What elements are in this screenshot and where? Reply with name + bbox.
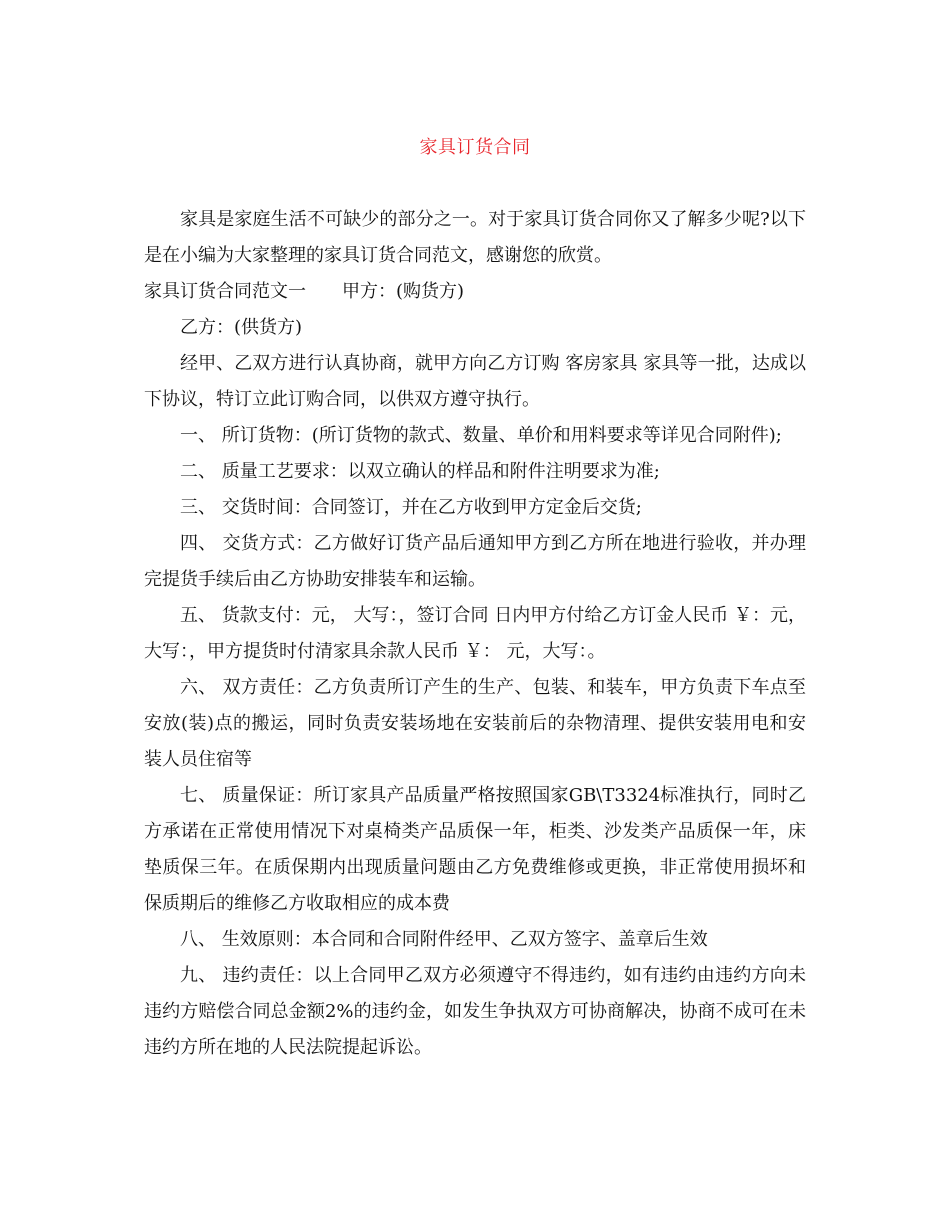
sample-heading: 家具订货合同范文一	[144, 281, 306, 302]
party-b: 乙方：(供货方)	[180, 317, 303, 338]
clause-2: 二、 质量工艺要求：以双立确认的样品和附件注明要求为准;	[180, 461, 660, 482]
sample-heading-line	[144, 274, 806, 310]
preamble-paragraph: 经甲、乙双方进行认真协商，就甲方向乙方订购 客房家具 家具等一批，达成以下协议，特订立此订购合同，以供双方遵守执行。	[144, 353, 806, 410]
clause-8: 八、 生效原则：本合同和合同附件经甲、乙双方签字、盖章后生效	[180, 929, 708, 950]
clause-9: 九、 违约责任：以上合同甲乙双方必须遵守不得违约，如有违约由违约方向未违约方赔偿合同总金额2%的违约金，如发生争执双方可协商解决，协商不成可在未违约方所在地的人民法院提起诉讼。	[144, 965, 806, 1058]
document-body	[144, 202, 806, 1066]
clause-7: 七、 质量保证：所订家具产品质量严格按照国家GB\T3324标准执行，同时乙方承诺在正常使用情况下对桌椅类产品质保一年，柜类、沙发类产品质保一年，床垫质保三年。在质保期内出现质量问题由乙方免费维修或更换，非正常使用损坏和保质期后的维修乙方收取相应的成本费	[144, 785, 806, 914]
clause-3: 三、 交货时间：合同签订，并在乙方收到甲方定金后交货;	[180, 497, 642, 518]
clause-6: 六、 双方责任：乙方负责所订产生的生产、包装、和装车，甲方负责下车点至安放(装)点的搬运，同时负责安装场地在安装前后的杂物清理、提供安装用电和安装人员住宿等	[144, 677, 806, 770]
party-a: 甲方：(购货方)	[342, 281, 465, 302]
clause-5: 五、 货款支付：元， 大写：，签订合同 日内甲方付给乙方订金人民币 ￥：元，大写：，甲方提货时付清家具余款人民币 ￥： 元，大写：。	[144, 605, 806, 662]
intro-paragraph: 家具是家庭生活不可缺少的部分之一。对于家具订货合同你又了解多少呢?以下是在小编为大家整理的家具订货合同范文，感谢您的欣赏。	[144, 209, 806, 266]
clause-4: 四、 交货方式：乙方做好订货产品后通知甲方到乙方所在地进行验收，并办理完提货手续后由乙方协助安排装车和运输。	[144, 533, 806, 590]
clause-1: 一、 所订货物：(所订货物的款式、数量、单价和用料要求等详见合同附件);	[180, 425, 782, 446]
document-title: 家具订货合同	[419, 137, 531, 158]
